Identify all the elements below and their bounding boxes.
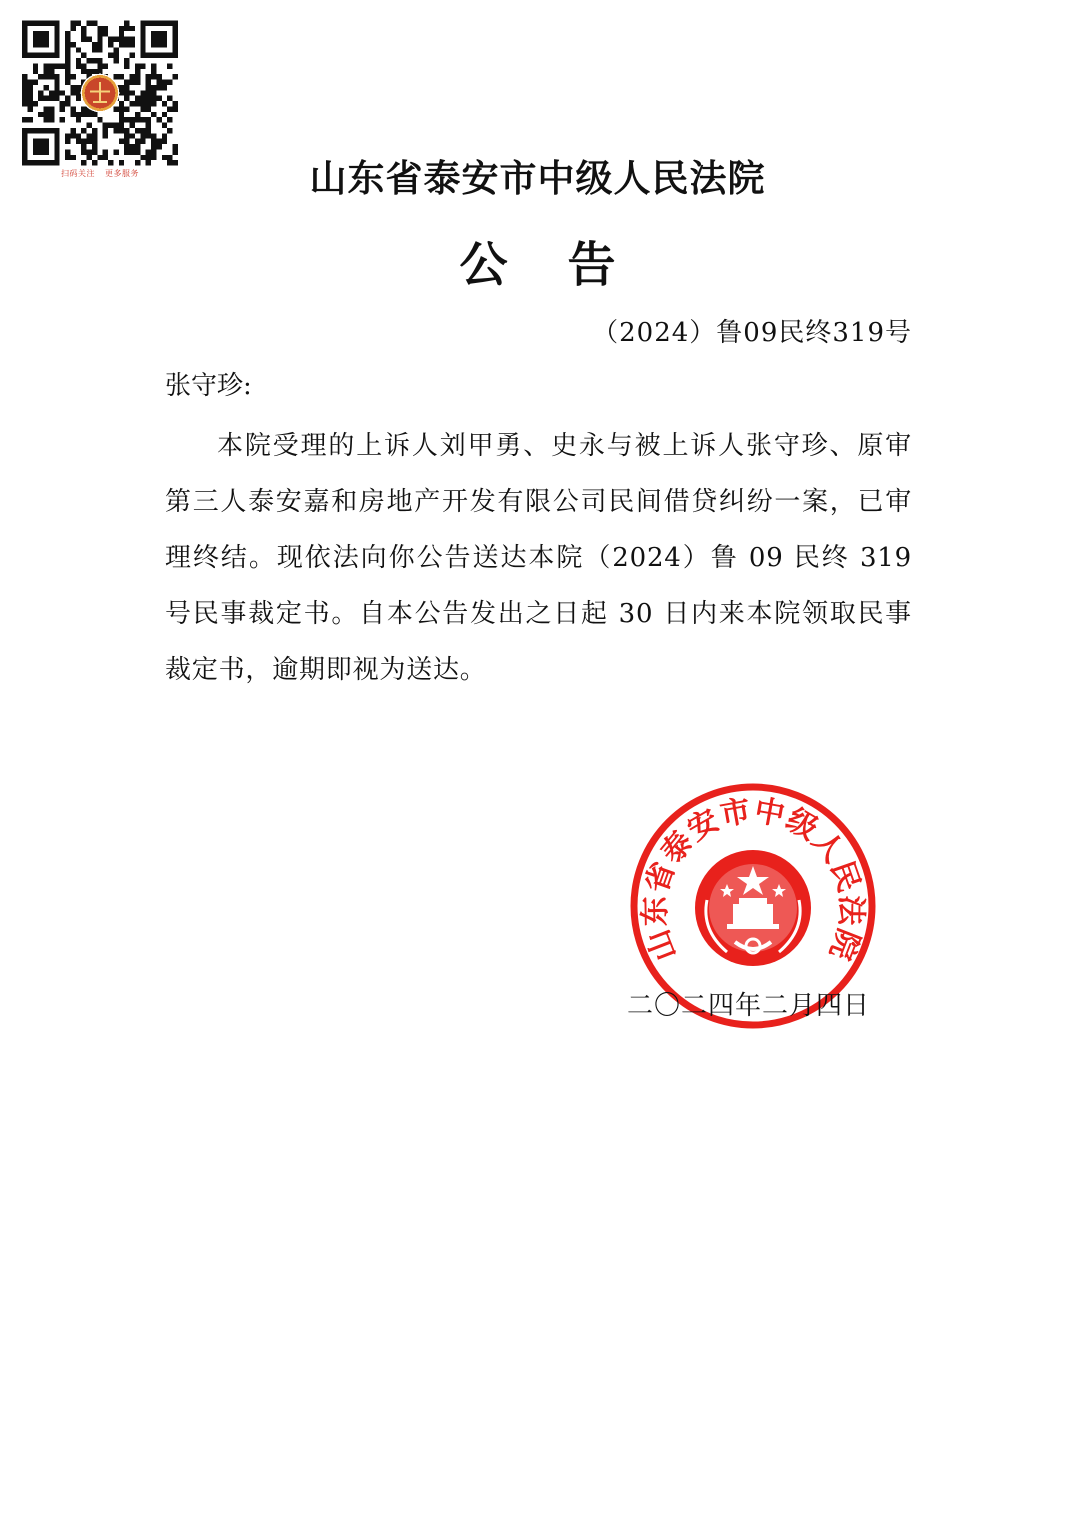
document-title: 公告 xyxy=(459,237,676,293)
seal-text: 山东省泰安市中级人民法院 xyxy=(637,793,869,966)
qr-caption-right: 更多服务 xyxy=(105,169,139,178)
notice-content xyxy=(165,360,912,698)
national-emblem-icon xyxy=(695,850,811,966)
addressee: 张守珍: xyxy=(165,371,252,401)
case-number: （2024）鲁09民终319号 xyxy=(592,318,912,348)
qr-code-image xyxy=(22,20,178,166)
notice-paragraph: 本院受理的上诉人刘甲勇、史永与被上诉人张守珍、原审第三人泰安嘉和房地产开发有限公司民间借贷纠纷一案，已审理终结。现依法向你公告送达本院（2024）鲁 09 民终 319 号民事裁定书。自本公告发出之日起 30 日内来本院领取民事裁定书，逾期即视为送达。 xyxy=(165,431,912,685)
signature-date: 二〇二四年二月四日 xyxy=(627,991,871,1021)
court-name-heading: 山东省泰安市中级人民法院 xyxy=(309,156,766,200)
qr-caption-left: 扫码关注 xyxy=(61,169,95,178)
